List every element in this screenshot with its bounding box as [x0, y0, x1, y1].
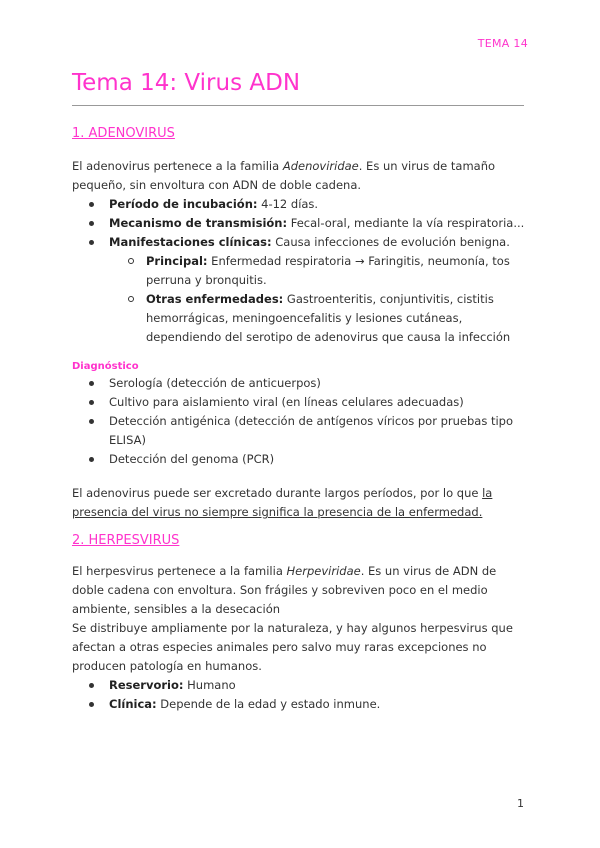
list-item: Reservorio: Humano: [72, 676, 527, 695]
page-number: 1: [517, 797, 524, 810]
herpesvirus-intro-paragraph: El herpesvirus pertenece a la familia Herpeviridae. Es un virus de ADN de doble cadena con envoltura. Son frágiles y sobreviven poco en el medio ambiente, sensibles a la desecación: [72, 564, 497, 616]
list-item: Otras enfermedades: Gastroenteritis, conjuntivitis, cistitis hemorrágicas, meningoencefalitis y lesiones cutáneas, dependiendo del serotipo de adenovirus que causa la infección: [109, 290, 527, 347]
title-divider: [72, 105, 524, 106]
list-item: Mecanismo de transmisión: Fecal-oral, mediante la vía respiratoria...: [72, 214, 527, 233]
list-item: Cultivo para aislamiento viral (en líneas celulares adecuadas): [72, 393, 527, 412]
section-heading-herpesvirus: 2. HERPESVIRUS: [72, 533, 180, 548]
underlined-key-point: la presencia del virus no siempre significa la presencia de la enfermedad.: [72, 486, 493, 519]
list-item: Serología (detección de anticuerpos): [72, 374, 527, 393]
document-body: [72, 124, 527, 714]
adenovirus-bullet-list: [72, 195, 527, 347]
adenovirus-family-name: Adenoviridae: [282, 159, 359, 173]
list-item: Principal: Enfermedad respiratoria → Faringitis, neumonía, tos perruna y bronquitis.: [109, 252, 527, 290]
diagnostico-heading: Diagnóstico: [72, 361, 139, 372]
diagnostico-list: [72, 374, 527, 469]
adenovirus-intro-paragraph: El adenovirus pertenece a la familia Adenoviridae. Es un virus de tamaño pequeño, sin envoltura con ADN de doble cadena.: [72, 159, 496, 192]
running-header: TEMA 14: [477, 37, 528, 50]
list-item: Período de incubación: 4-12 días.: [72, 195, 527, 214]
excretion-paragraph: El adenovirus puede ser excretado durante largos períodos, por lo que la presencia del virus no siempre significa la presencia de la enfermedad.: [72, 486, 493, 519]
list-item: Detección del genoma (PCR): [72, 450, 527, 469]
page-title: Tema 14: Virus ADN: [72, 70, 301, 96]
herpesvirus-distribution-paragraph: Se distribuye ampliamente por la naturaleza, y hay algunos herpesvirus que afectan a otras especies animales pero salvo muy raras excepciones no producen patología en humanos.: [72, 621, 513, 673]
list-item: Manifestaciones clínicas: Causa infecciones de evolución benigna. Principal: Enfermedad respiratoria → Faringitis, neumonía, tos perruna y bronquitis. Otras enfermedades: Gastroenteritis, conjuntivitis, cistitis hemorrágicas, meningoencefalitis y lesiones cutáneas, dependiendo del serotipo de adenovirus que causa la infección: [72, 233, 527, 347]
section-heading-adenovirus: 1. ADENOVIRUS: [72, 126, 175, 141]
clinical-subbullet-list: [109, 252, 527, 347]
list-item: Clínica: Depende de la edad y estado inmune.: [72, 695, 527, 714]
list-item: Detección antigénica (detección de antígenos víricos por pruebas tipo ELISA): [72, 412, 527, 450]
herpesvirus-bullet-list: [72, 676, 527, 714]
herpesvirus-family-name: Herpeviridae: [286, 564, 361, 578]
